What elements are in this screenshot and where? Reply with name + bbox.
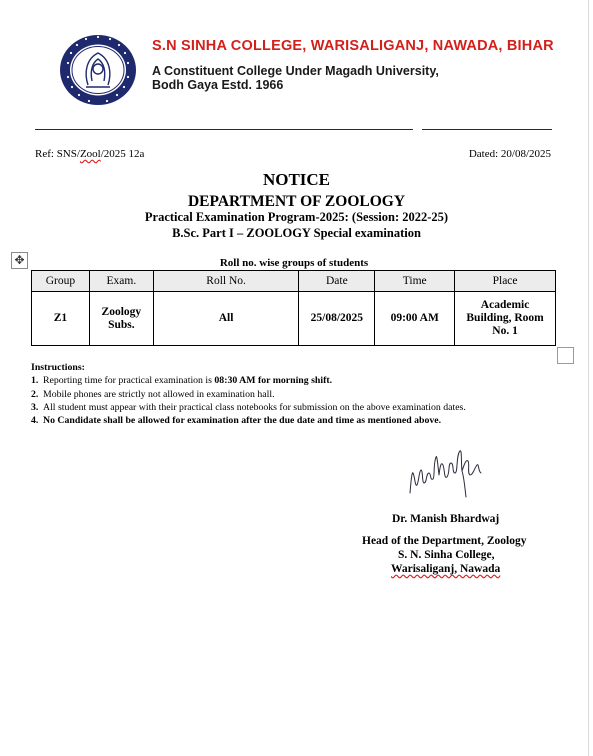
resize-handle-icon[interactable] [557,347,574,364]
notice-heading: NOTICE [262,170,331,189]
instruction-text: Mobile phones are strictly not allowed in examination hall. [43,388,275,400]
table-header-row [32,271,556,292]
college-seal-logo [58,33,139,107]
column-header-date: Date [299,271,375,292]
instruction-text: Reporting time for practical examination is [43,375,215,387]
instruction-item [31,388,466,401]
table-caption: Roll no. wise groups of students [219,257,369,269]
college-name: S.N SINHA COLLEGE, WARISALIGANJ, NAWADA, BIHAR [152,38,554,54]
instruction-item [31,401,466,414]
column-header-place: Place [455,271,556,292]
college-affiliation: A Constituent College Under Magadh University, [152,64,439,78]
instruction-emphasis: No Candidate shall be allowed for examination after the due date and time as mentioned above. [43,415,442,427]
instructions-heading: Instructions: [31,362,85,373]
cell-place: Academic Building, Room No. 1 [455,292,556,346]
program-title: Practical Examination Program-2025: (Session: 2022-25) [144,210,449,224]
signatory-name: Dr. Manish Bhardwaj [392,513,500,525]
cell-time: 09:00 AM [375,292,455,346]
signatory-college: S. N. Sinha College, [398,549,495,561]
instructions [31,361,466,427]
notice-date: Dated: 20/08/2025 [468,148,551,160]
move-icon[interactable]: ✥ [11,252,28,269]
cell-exam: Zoology Subs. [89,292,153,346]
column-header-time: Time [375,271,455,292]
cell-group: Z1 [32,292,90,346]
instruction-text: All student must appear with their practical class notebooks for submission on the above examination dates. [43,401,466,413]
signatory-place: Warisaliganj, Nawada [391,563,501,575]
exam-schedule-table [31,270,556,346]
instruction-emphasis: 08:30 AM for morning shift. [214,375,333,387]
instruction-item [31,414,466,427]
instruction-number: 3. [31,401,39,413]
ref-prefix: Ref: SNS/ [35,148,80,160]
reference-number [35,148,144,160]
department-title: DEPARTMENT OF ZOOLOGY [187,193,406,210]
college-subtitle [152,64,439,92]
exam-title: B.Sc. Part I – ZOOLOGY Special examination [172,226,421,240]
ref-suffix: /2025 12a [100,148,145,160]
college-established: Bodh Gaya Estd. 1966 [152,78,284,92]
signatory-title: Head of the Department, Zoology [362,535,527,547]
ref-dept-code: Zool [79,148,101,160]
instruction-number: 4. [31,415,39,427]
instruction-item [31,374,466,387]
cell-roll: All [153,292,299,346]
column-header-exam: Exam. [89,271,153,292]
table-row [32,292,556,346]
handwritten-signature [404,443,486,501]
page-edge [588,0,589,756]
cell-date: 25/08/2025 [299,292,375,346]
header-rule-left [35,129,413,130]
column-header-roll: Roll No. [153,271,299,292]
instruction-number: 2. [31,388,39,400]
header-rule-right [422,129,552,130]
column-header-group: Group [32,271,90,292]
instruction-number: 1. [31,375,39,387]
